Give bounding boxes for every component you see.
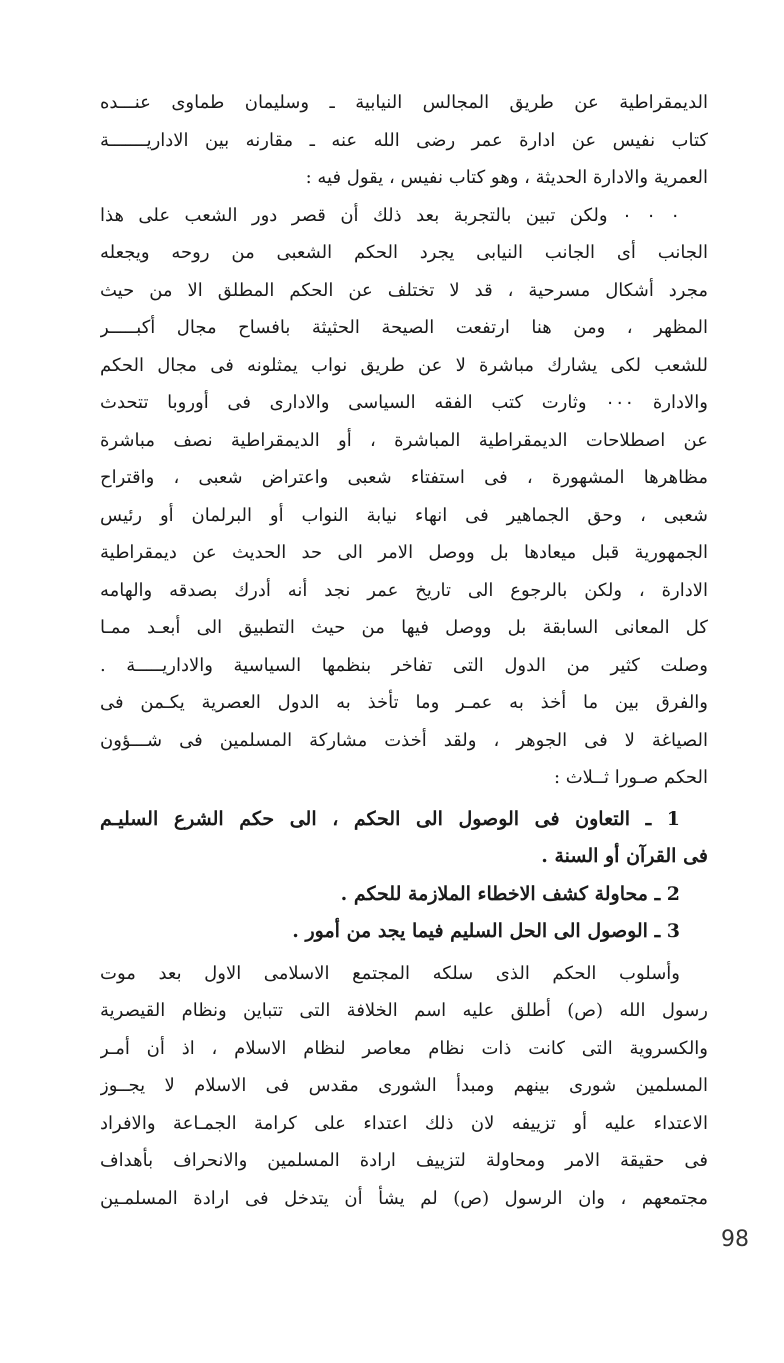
text-line: للشعب لكى يشارك مباشرة لا عن طريق نواب يمثلونه فى مجال الحكم — [100, 354, 708, 376]
numbered-list — [100, 801, 708, 951]
list-item — [100, 913, 708, 951]
text-line: مظاهرها المشهورة ، فى استفتاء شعبى واعتراض شعبى ، واقتراح — [100, 467, 708, 488]
text-line: الاعتداء عليه أو تزييفه لان ذلك اعتداء على كرامة الجمـاعة والافراد — [100, 1112, 708, 1134]
text-line: رسول الله (ص) أطلق عليه اسم الخلافة التى تتباين ونظام القيصرية — [100, 1000, 708, 1021]
text-line: الادارة ، ولكن بالرجوع الى تاريخ عمر نجد أنه أدرك بصدقه والهامه — [100, 579, 708, 601]
text-line: الجانب أى الجانب النيابى يجرد الحكم الشعبى من روحه ويجعله — [100, 242, 708, 263]
page-number: 98 — [721, 1227, 749, 1252]
text-line: وصلت كثير من الدول التى تفاخر بنظمها السياسية والاداريـــــة . — [100, 654, 708, 676]
text-line: الصياغة لا فى الجوهر ، ولقد أخذت مشاركة المسلمين فى شـــؤون — [100, 729, 708, 751]
text-line: مجرد أشكال مسرحية ، قد لا تختلف عن الحكم المطلق الا من حيث — [100, 279, 708, 301]
page-text — [100, 84, 708, 1217]
text-line: والادارة ۰۰۰ وثارت كتب الفقه السياسى والادارى فى أوروبا تتحدث — [100, 392, 708, 413]
text-line: مجتمعهم ، وان الرسول (ص) لم يشأ أن يتدخل فى ارادة المسلمـين — [100, 1187, 708, 1209]
paragraph-caliphate — [100, 955, 708, 1218]
list-item-text: 1 ـ التعاون فى الوصول الى الحكم ، الى حكم الشرع السليـم — [100, 807, 680, 830]
text-line: والكسروية التى كانت ذات نظام معاصر لنظام الاسلام ، اذ أن أمـر — [100, 1037, 708, 1059]
list-item — [100, 876, 708, 914]
list-item — [100, 801, 708, 876]
paragraph-quotation — [100, 197, 708, 797]
text-line: شعبى ، وحق الجماهير فى انهاء نيابة النواب أو البرلمان أو رئيس — [100, 504, 708, 526]
text-line: وأسلوب الحكم الذى سلكه المجتمع الاسلامى الاول بعد موت — [100, 962, 680, 984]
text-line: عن اصطلاحات الديمقراطية المباشرة ، أو الديمقراطية نصف مباشرة — [100, 429, 708, 451]
paragraph-intro — [100, 84, 708, 197]
text-line: والفرق بين ما أخذ به عمـر وما تأخذ به الدول العصرية يكـمن فى — [100, 692, 708, 713]
text-line: كل المعانى السابقة بل ووصل فيها من حيث التطبيق الى أبعـد ممـا — [100, 617, 708, 638]
list-item-text: 2 ـ محاولة كشف الاخطاء الملازمة للحكم . — [340, 882, 680, 905]
text-line: كتاب نفيس عن ادارة عمر رضى الله عنه ـ مقارنه بين الاداريـــــــة — [100, 129, 708, 151]
text-line: العمرية والادارة الحديثة ، وهو كتاب نفيس ، يقول فيه : — [305, 167, 708, 188]
text-line: ۰ ۰ ۰ ولكن تبين بالتجربة بعد ذلك أن قصر دور الشعب على هذا — [100, 204, 680, 226]
text-line: الحكم صـورا ثــلاث : — [553, 767, 708, 788]
text-line: الديمقراطية عن طريق المجالس النيابية ـ وسليمان طماوى عنـــده — [100, 92, 708, 113]
text-line: المظهر ، ومن هنا ارتفعت الصيحة الحثيثة بافساح مجال أكبـــــر — [100, 317, 708, 338]
list-item-text: فى القرآن أو السنة . — [541, 845, 708, 867]
text-line: المسلمين شورى بينهم ومبدأ الشورى مقدس فى الاسلام لا يجــوز — [100, 1075, 708, 1096]
list-item-text: 3 ـ الوصول الى الحل السليم فيما يجد من أمور . — [292, 920, 680, 942]
text-line: فى حقيقة الامر ومحاولة لتزييف ارادة المسلمين والانحراف بأهداف — [100, 1150, 708, 1171]
text-line: الجمهورية قبل ميعادها بل ووصل الامر الى حد الحديث عن ديمقراطية — [100, 542, 708, 563]
